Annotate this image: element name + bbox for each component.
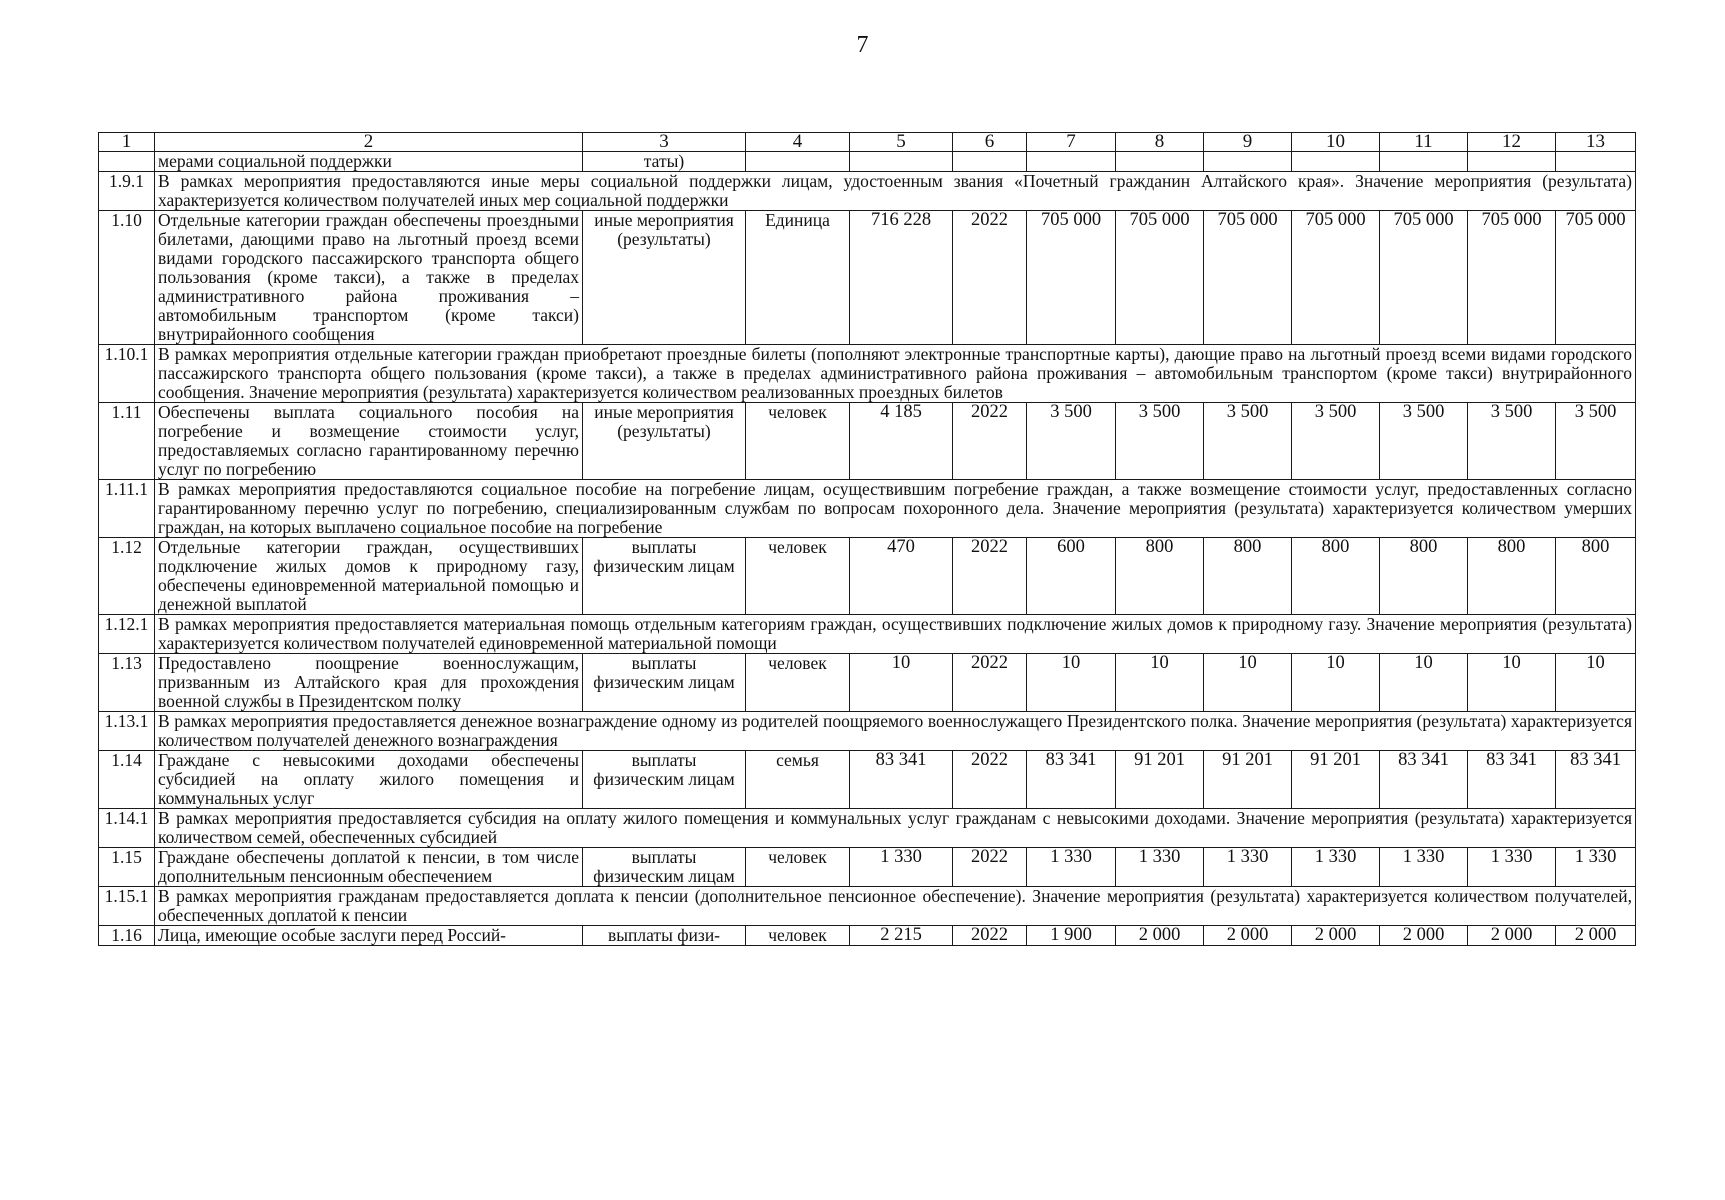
row-number: 1.15.1 (99, 887, 155, 926)
indicator-unit: человек (746, 654, 850, 712)
cell-empty (1292, 152, 1380, 172)
indicator-name: Граждане с невысокими доходами обеспечены субсидией на оплату жилого помещения и коммунальных услуг (155, 751, 583, 809)
target-value: 800 (1116, 538, 1204, 615)
base-year: 2022 (953, 403, 1027, 480)
column-number-header: 6 (953, 133, 1027, 152)
indicator-unit: человек (746, 538, 850, 615)
target-value: 3 500 (1380, 403, 1468, 480)
target-value: 800 (1468, 538, 1556, 615)
cell-empty (1116, 152, 1204, 172)
base-value: 716 228 (850, 211, 953, 345)
column-number-header: 4 (746, 133, 850, 152)
column-number-header: 9 (1204, 133, 1292, 152)
target-value: 91 201 (1204, 751, 1292, 809)
description-row (99, 809, 1636, 848)
row-number: 1.14.1 (99, 809, 155, 848)
cell-type: таты) (583, 152, 746, 172)
target-value: 2 000 (1204, 926, 1292, 946)
row-description: В рамках мероприятия предоставляется материальная помощь отдельным категориям граждан, осуществивших подключение жилых домов к природному газу. Значение мероприятия (результата) характеризуется количеством получателей единовременной материальной помощи (155, 615, 1636, 654)
indicator-type: выплаты физическим лицам (583, 654, 746, 712)
target-value: 1 900 (1027, 926, 1116, 946)
indicator-type: выплаты физическим лицам (583, 751, 746, 809)
target-value: 83 341 (1027, 751, 1116, 809)
row-number: 1.14 (99, 751, 155, 809)
indicator-type: выплаты физическим лицам (583, 848, 746, 887)
column-number-header: 7 (1027, 133, 1116, 152)
indicator-row (99, 211, 1636, 345)
target-value: 705 000 (1204, 211, 1292, 345)
cell-empty (1468, 152, 1556, 172)
target-value: 705 000 (1468, 211, 1556, 345)
row-number: 1.9.1 (99, 172, 155, 211)
description-row (99, 712, 1636, 751)
continuation-row (99, 152, 1636, 172)
column-number-header: 5 (850, 133, 953, 152)
indicator-type: иные мероприятия (результаты) (583, 211, 746, 345)
column-number-header: 8 (1116, 133, 1204, 152)
indicator-name: Граждане обеспечены доплатой к пенсии, в том числе дополнительным пенсионным обеспечением (155, 848, 583, 887)
target-value: 2 000 (1292, 926, 1380, 946)
target-value: 83 341 (1380, 751, 1468, 809)
indicator-name: Лица, имеющие особые заслуги перед Россий- (155, 926, 583, 946)
target-value: 705 000 (1116, 211, 1204, 345)
indicator-name: Отдельные категории граждан, осуществивших подключение жилых домов к природному газу, обеспечены единовременной материальной помощью и денежной выплатой (155, 538, 583, 615)
cell-empty (953, 152, 1027, 172)
indicator-unit: человек (746, 848, 850, 887)
target-value: 10 (1292, 654, 1380, 712)
column-number-header: 11 (1380, 133, 1468, 152)
description-row (99, 480, 1636, 538)
indicator-row (99, 538, 1636, 615)
target-value: 705 000 (1380, 211, 1468, 345)
base-value: 10 (850, 654, 953, 712)
indicator-type: выплаты физическим лицам (583, 538, 746, 615)
row-number: 1.15 (99, 848, 155, 887)
target-value: 83 341 (1468, 751, 1556, 809)
row-description: В рамках мероприятия предоставляется субсидия на оплату жилого помещения и коммунальных услуг гражданам с невысокими доходами. Значение мероприятия (результата) характеризуется количеством семей, обеспеченных субсидией (155, 809, 1636, 848)
base-year: 2022 (953, 926, 1027, 946)
target-value: 10 (1204, 654, 1292, 712)
description-row (99, 615, 1636, 654)
target-value: 83 341 (1556, 751, 1636, 809)
indicator-name: Обеспечены выплата социального пособия на погребение и возмещение стоимости услуг, предоставляемых согласно гарантированному перечню услуг по погребению (155, 403, 583, 480)
target-value: 10 (1027, 654, 1116, 712)
column-number-header: 3 (583, 133, 746, 152)
target-value: 800 (1380, 538, 1468, 615)
target-value: 705 000 (1292, 211, 1380, 345)
base-value: 470 (850, 538, 953, 615)
base-value: 2 215 (850, 926, 953, 946)
target-value: 91 201 (1116, 751, 1204, 809)
row-number: 1.12 (99, 538, 155, 615)
row-number: 1.11.1 (99, 480, 155, 538)
base-value: 4 185 (850, 403, 953, 480)
indicator-type: выплаты физи- (583, 926, 746, 946)
cell-empty (1027, 152, 1116, 172)
target-value: 800 (1292, 538, 1380, 615)
target-value: 3 500 (1204, 403, 1292, 480)
indicator-row (99, 403, 1636, 480)
target-value: 800 (1556, 538, 1636, 615)
indicator-unit: человек (746, 403, 850, 480)
row-number: 1.13 (99, 654, 155, 712)
target-value: 3 500 (1292, 403, 1380, 480)
row-number: 1.16 (99, 926, 155, 946)
target-value: 91 201 (1292, 751, 1380, 809)
base-year: 2022 (953, 751, 1027, 809)
row-description: В рамках мероприятия гражданам предоставляется доплата к пенсии (дополнительное пенсионное обеспечение). Значение мероприятия (результата) характеризуется количеством получателей, обеспеченных доплатой к пенсии (155, 887, 1636, 926)
target-value: 1 330 (1380, 848, 1468, 887)
column-number-header: 10 (1292, 133, 1380, 152)
indicator-row (99, 926, 1636, 946)
base-year: 2022 (953, 654, 1027, 712)
description-row (99, 887, 1636, 926)
target-value: 705 000 (1027, 211, 1116, 345)
base-year: 2022 (953, 211, 1027, 345)
column-number-header: 2 (155, 133, 583, 152)
cell-empty (850, 152, 953, 172)
target-value: 1 330 (1116, 848, 1204, 887)
indicators-table (98, 132, 1636, 946)
row-number: 1.10.1 (99, 345, 155, 403)
column-number-header-row (99, 133, 1636, 152)
target-value: 2 000 (1116, 926, 1204, 946)
target-value: 10 (1556, 654, 1636, 712)
row-number: 1.12.1 (99, 615, 155, 654)
target-value: 2 000 (1556, 926, 1636, 946)
target-value: 2 000 (1468, 926, 1556, 946)
base-year: 2022 (953, 848, 1027, 887)
indicator-unit: человек (746, 926, 850, 946)
target-value: 2 000 (1380, 926, 1468, 946)
column-number-header: 1 (99, 133, 155, 152)
indicator-row (99, 848, 1636, 887)
cell-empty (746, 152, 850, 172)
target-value: 1 330 (1027, 848, 1116, 887)
indicator-type: иные мероприятия (результаты) (583, 403, 746, 480)
column-number-header: 13 (1556, 133, 1636, 152)
base-value: 1 330 (850, 848, 953, 887)
base-year: 2022 (953, 538, 1027, 615)
target-value: 3 500 (1116, 403, 1204, 480)
cell-num (99, 152, 155, 172)
base-value: 83 341 (850, 751, 953, 809)
target-value: 10 (1116, 654, 1204, 712)
row-description: В рамках мероприятия отдельные категории граждан приобретают проездные билеты (пополняют электронные транспортные карты), дающие право на льготный проезд всеми видами городского пассажирского транспорта общего пользования (кроме такси), а также в пределах административного района проживания – автомобильным транспортом (кроме такси) внутрирайонного сообщения. Значение мероприятия (результата) характеризуется количеством реализованных проездных билетов (155, 345, 1636, 403)
indicator-unit: семья (746, 751, 850, 809)
target-value: 3 500 (1556, 403, 1636, 480)
indicator-name: Предоставлено поощрение военнослужащим, призванным из Алтайского края для прохождения военной службы в Президентском полку (155, 654, 583, 712)
target-value: 10 (1380, 654, 1468, 712)
target-value: 1 330 (1204, 848, 1292, 887)
cell-name: мерами социальной поддержки (155, 152, 583, 172)
row-description: В рамках мероприятия предоставляется денежное вознаграждение одному из родителей поощряемого военнослужащего Президентского полка. Значение мероприятия (результата) характеризуется количеством получателей денежного вознаграждения (155, 712, 1636, 751)
cell-empty (1556, 152, 1636, 172)
cell-empty (1204, 152, 1292, 172)
target-value: 10 (1468, 654, 1556, 712)
row-description: В рамках мероприятия предоставляются социальное пособие на погребение лицам, осуществившим погребение граждан, а также возмещение стоимости услуг, предоставленных согласно гарантированному перечню услуг по погребению, специализированным службам по вопросам похоронного дела. Значение мероприятия (результата) характеризуется количеством умерших граждан, на которых выплачено социальное пособие на погребение (155, 480, 1636, 538)
target-value: 3 500 (1468, 403, 1556, 480)
column-number-header: 12 (1468, 133, 1556, 152)
row-number: 1.11 (99, 403, 155, 480)
target-value: 705 000 (1556, 211, 1636, 345)
description-row (99, 172, 1636, 211)
row-number: 1.10 (99, 211, 155, 345)
target-value: 1 330 (1292, 848, 1380, 887)
page-number: 7 (856, 32, 869, 58)
row-description: В рамках мероприятия предоставляются иные меры социальной поддержки лицам, удостоенным звания «Почетный гражданин Алтайского края». Значение мероприятия (результата) характеризуется количеством получателей иных мер социальной поддержки (155, 172, 1636, 211)
target-value: 1 330 (1556, 848, 1636, 887)
target-value: 3 500 (1027, 403, 1116, 480)
indicator-row (99, 654, 1636, 712)
indicator-row (99, 751, 1636, 809)
target-value: 1 330 (1468, 848, 1556, 887)
cell-empty (1380, 152, 1468, 172)
row-number: 1.13.1 (99, 712, 155, 751)
target-value: 600 (1027, 538, 1116, 615)
target-value: 800 (1204, 538, 1292, 615)
indicator-name: Отдельные категории граждан обеспечены проездными билетами, дающими право на льготный проезд всеми видами городского пассажирского транспорта общего пользования (кроме такси), а также в пределах административного района проживания – автомобильным транспортом (кроме такси) внутрирайонного сообщения (155, 211, 583, 345)
description-row (99, 345, 1636, 403)
indicator-unit: Единица (746, 211, 850, 345)
